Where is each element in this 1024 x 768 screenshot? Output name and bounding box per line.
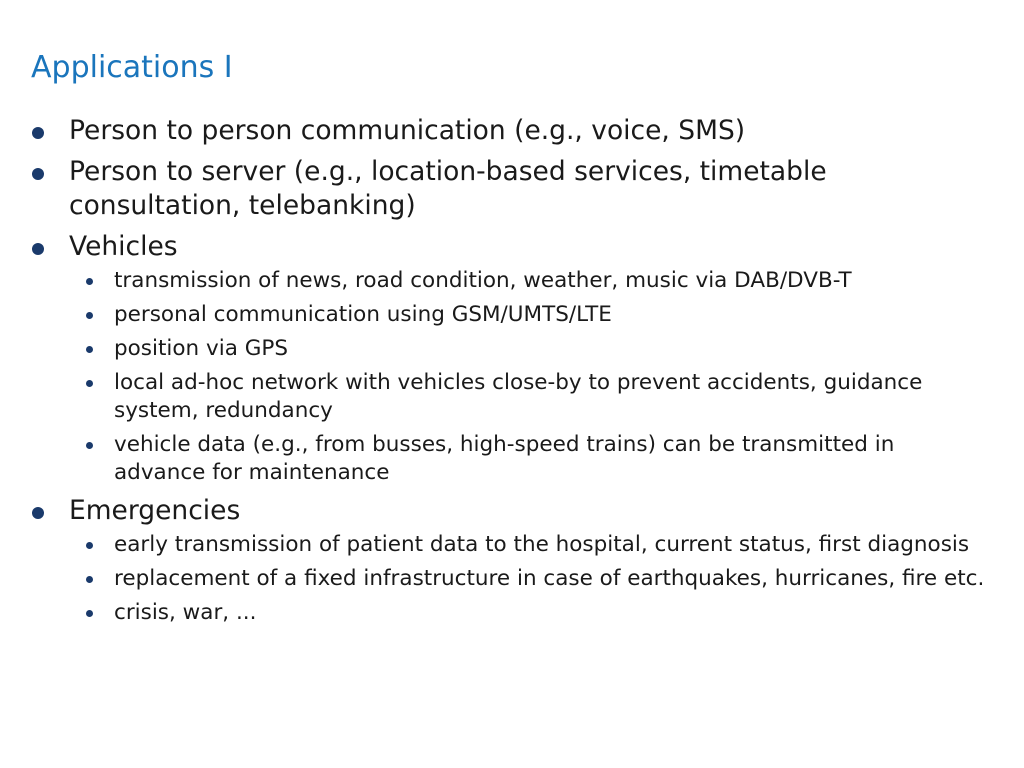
sub-bullet-dot [86,312,93,319]
sub-bullet-dot [86,576,93,583]
sub-bullet-list-vehicles [69,267,990,487]
bullet-text: Emergencies [69,495,241,526]
sub-bullet-list-emergencies [69,531,990,627]
bullet-item-person-to-server [30,155,990,223]
sub-bullet-item [69,565,990,593]
sub-bullet-item [69,431,990,487]
sub-bullet-dot [86,346,93,353]
bullet-item-person-to-person [30,114,990,148]
bullet-text: Person to server (e.g., location-based services, timetable consultation, telebanking) [69,156,827,221]
sub-bullet-text: vehicle data (e.g., from busses, high-speed trains) can be transmitted in advance for maintenance [114,432,895,485]
bullet-dot [32,243,44,255]
bullet-item-emergencies [30,494,990,627]
sub-bullet-dot [86,442,93,449]
slide-title: Applications I [31,50,233,85]
sub-bullet-dot [86,380,93,387]
sub-bullet-dot [86,610,93,617]
bullet-text: Vehicles [69,231,178,262]
sub-bullet-dot [86,278,93,285]
sub-bullet-text: position via GPS [114,336,288,361]
bullet-dot [32,168,44,180]
sub-bullet-text: transmission of news, road condition, weather, music via DAB/DVB-T [114,268,852,293]
sub-bullet-dot [86,542,93,549]
sub-bullet-item [69,301,990,329]
bullet-dot [32,507,44,519]
bullet-dot [32,127,44,139]
bullet-item-vehicles [30,230,990,487]
sub-bullet-item [69,599,990,627]
sub-bullet-item [69,369,990,425]
sub-bullet-item [69,267,990,295]
sub-bullet-item [69,335,990,363]
bullet-text: Person to person communication (e.g., voice, SMS) [69,115,746,146]
sub-bullet-item [69,531,990,559]
sub-bullet-text: local ad-hoc network with vehicles close-by to prevent accidents, guidance system, redundancy [114,370,923,423]
sub-bullet-text: replacement of a fixed infrastructure in case of earthquakes, hurricanes, fire etc. [114,566,985,591]
bullet-list [30,114,990,634]
sub-bullet-text: early transmission of patient data to the hospital, current status, first diagnosis [114,532,970,557]
sub-bullet-text: personal communication using GSM/UMTS/LTE [114,302,612,327]
sub-bullet-text: crisis, war, ... [114,600,257,625]
